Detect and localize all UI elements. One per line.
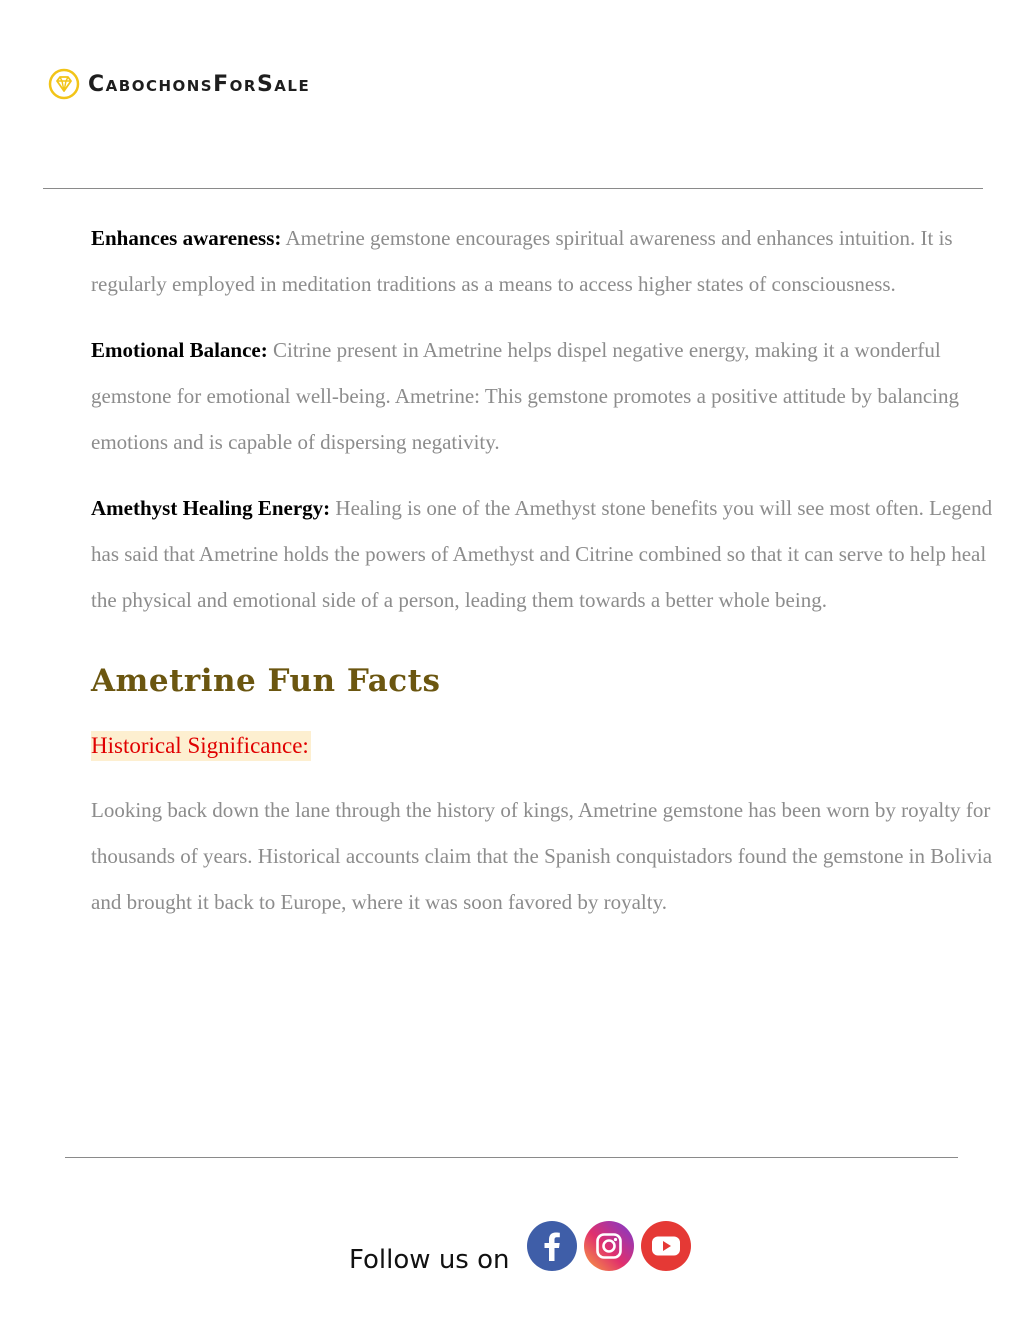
brand-name[interactable]: CabochonsForSale [88,71,311,97]
paragraph-label: Emotional Balance: [91,338,268,362]
header-divider [43,188,983,189]
facebook-icon[interactable] [526,1220,578,1272]
subheading-historical: Historical Significance: [91,731,311,761]
paragraph-text: Citrine present in Ametrine helps dispel negative energy, making it a wonderful gemstone for emotional well-being. Ametrine: This gemstone promotes a positive attitude by balancing emotions and is capable of dispersing negativity. [91,338,960,454]
youtube-icon[interactable] [640,1220,692,1272]
paragraph-historical: Looking back down the lane through the history of kings, Ametrine gemstone has been worn by royalty for thousands of years. Historical accounts claim that the Spanish conquistadors found the gemstone in Bolivia and brought it back to Europe, where it was soon favored by royalty. [91,798,993,914]
social-footer [349,1216,697,1276]
paragraph-label: Amethyst Healing Energy: [91,496,331,520]
instagram-icon[interactable] [583,1220,635,1272]
paragraph-healing-energy [91,485,1011,623]
paragraph-awareness [91,215,1011,307]
site-header [48,64,310,104]
gem-icon [48,68,80,100]
follow-us-text: Follow us on [349,1245,510,1275]
paragraph-emotional-balance [91,327,1011,465]
section-title: Ametrine Fun Facts [91,663,441,699]
article-content [91,215,1011,945]
paragraph-text: Ametrine gemstone encourages spiritual awareness and enhances intuition. It is regularly employed in meditation traditions as a means to access higher states of consciousness. [91,226,953,296]
paragraph-label: Enhances awareness: [91,226,282,250]
paragraph-text: Healing is one of the Amethyst stone benefits you will see most often. Legend has said that Ametrine holds the powers of Amethyst and Citrine combined so that it can serve to help heal the physical and emotional side of a person, leading them towards a better whole being. [91,496,993,612]
footer-divider [65,1157,958,1158]
